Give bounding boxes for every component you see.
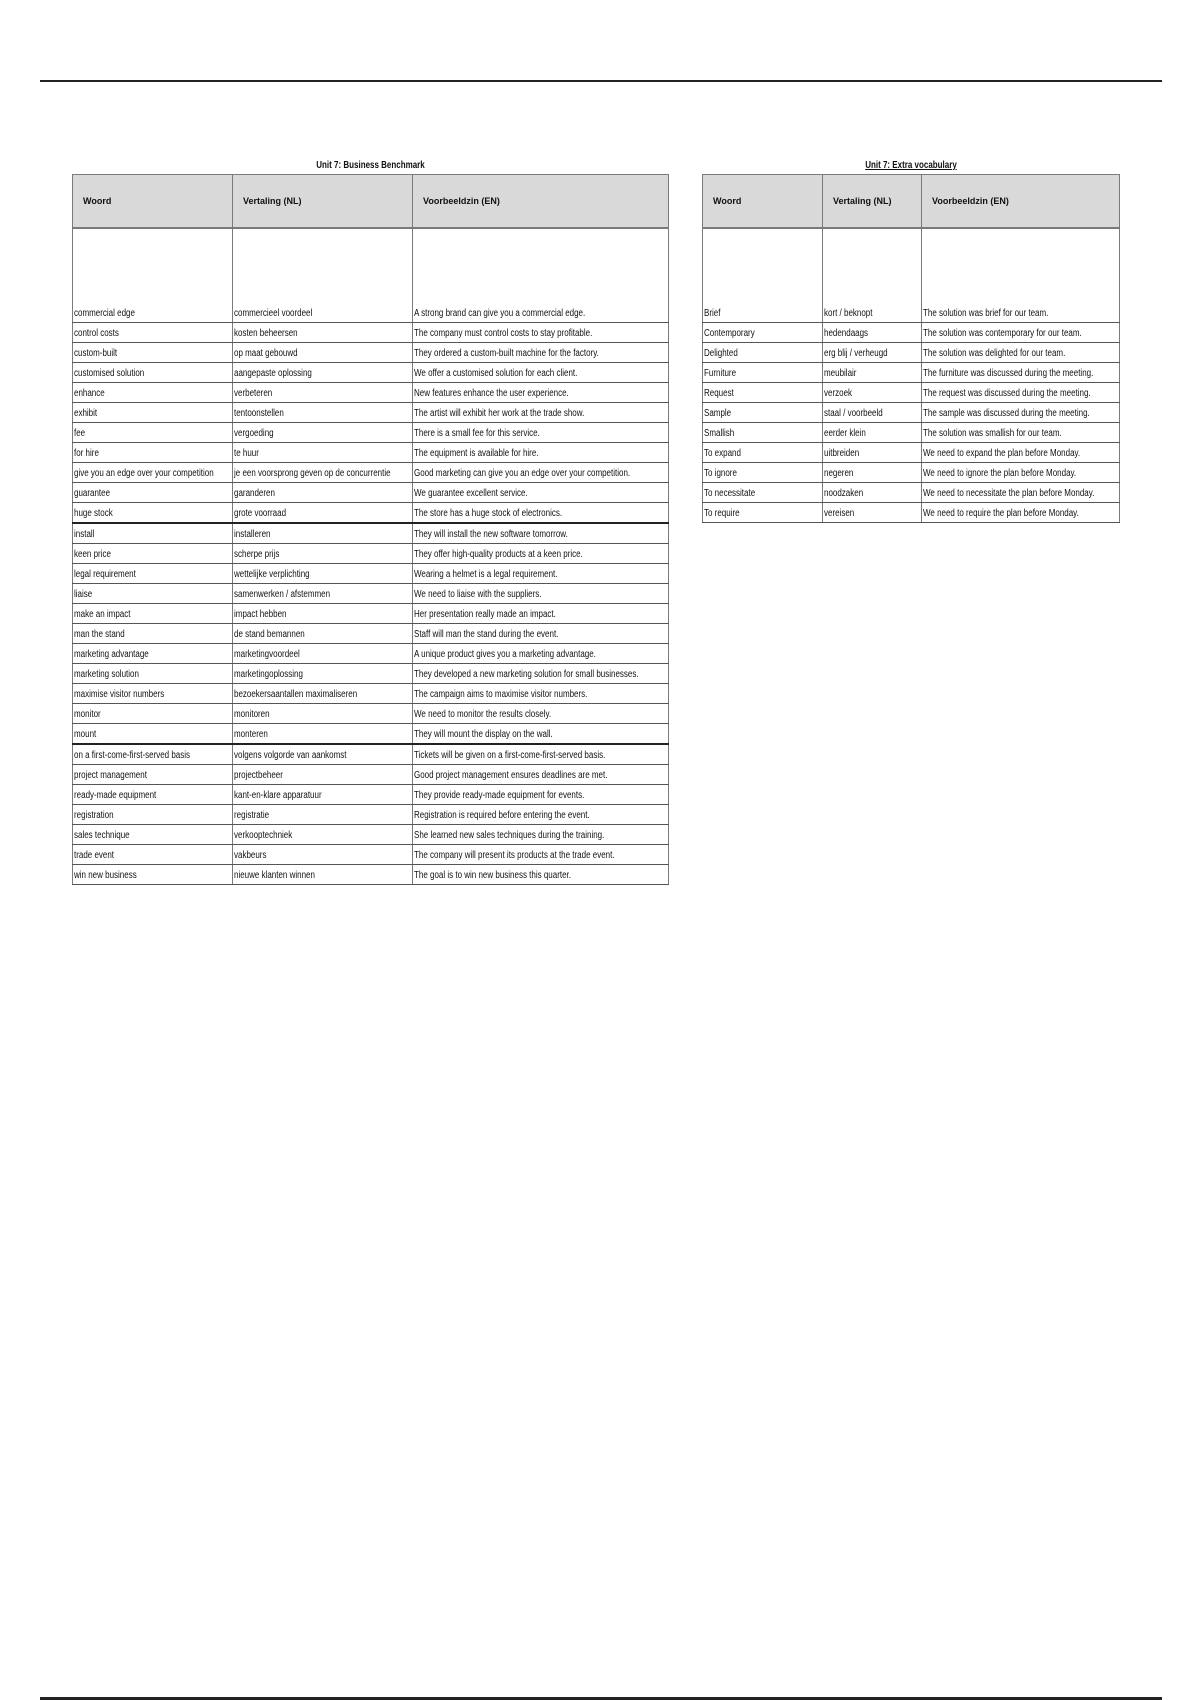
translation-cell: [823, 343, 922, 363]
cell-text: monitoren: [234, 709, 270, 720]
table-row: [703, 343, 1120, 363]
translation-cell: [233, 403, 413, 423]
cell-text: ready-made equipment: [74, 790, 157, 801]
cell-text: She learned new sales techniques during the training.: [414, 830, 605, 841]
translation-cell: [823, 443, 922, 463]
cell-text: The solution was delighted for our team.: [923, 348, 1066, 359]
table-row: [73, 323, 669, 343]
cell-text: win new business: [74, 870, 137, 881]
cell-text: They offer high-quality products at a keen price.: [414, 549, 583, 560]
cell-text: We need to necessitate the plan before Monday.: [923, 488, 1095, 499]
cell-text: To expand: [704, 448, 741, 459]
cell-text: te huur: [234, 448, 259, 459]
word-cell: [73, 544, 233, 564]
cell-text: for hire: [74, 448, 99, 459]
cell-text: There is a small fee for this service.: [414, 428, 540, 439]
translation-cell: [233, 664, 413, 684]
cell-text: kant-en-klare apparatuur: [234, 790, 322, 801]
word-cell: [73, 724, 233, 745]
example-cell: [413, 604, 669, 624]
example-cell: [413, 765, 669, 785]
example-cell: [922, 483, 1120, 503]
cell-text: We guarantee excellent service.: [414, 488, 528, 499]
example-cell: [922, 323, 1120, 343]
example-cell: [413, 503, 669, 524]
cell-text: To ignore: [704, 468, 737, 479]
cell-text: The solution was smallish for our team.: [923, 428, 1062, 439]
cell-text: They ordered a custom-built machine for the factory.: [414, 348, 599, 359]
cell-text: We offer a customised solution for each client.: [414, 368, 578, 379]
cell-text: Contemporary: [704, 328, 755, 339]
table-row: [73, 463, 669, 483]
translation-cell: [233, 503, 413, 524]
word-cell: [73, 443, 233, 463]
translation-cell: [233, 624, 413, 644]
vocabulary-table: [72, 174, 669, 885]
column-header-translation: Vertaling (NL): [233, 175, 413, 229]
word-cell: [703, 363, 823, 383]
translation-cell: [233, 805, 413, 825]
word-cell: [73, 765, 233, 785]
translation-cell: [823, 323, 922, 343]
word-cell: [73, 483, 233, 503]
cell-text: marketing solution: [74, 669, 139, 680]
table-row: [73, 363, 669, 383]
cell-text: enhance: [74, 388, 105, 399]
translation-cell: [233, 523, 413, 544]
cell-text: grote voorraad: [234, 508, 287, 519]
cell-text: To necessitate: [704, 488, 756, 499]
translation-cell: [233, 343, 413, 363]
cell-text: Tickets will be given on a first-come-first-served basis.: [414, 750, 606, 761]
word-cell: [73, 704, 233, 724]
table-row: [703, 363, 1120, 383]
example-cell: [413, 865, 669, 885]
cell-text: install: [74, 529, 95, 540]
cell-text: nieuwe klanten winnen: [234, 870, 315, 881]
cell-text: give you an edge over your competition: [74, 468, 214, 479]
translation-cell: [233, 644, 413, 664]
word-cell: [73, 825, 233, 845]
column-header-word: Woord: [73, 175, 233, 229]
word-cell: [73, 604, 233, 624]
cell-text: op maat gebouwd: [234, 348, 298, 359]
cell-text: impact hebben: [234, 609, 287, 620]
table-row: [73, 303, 669, 323]
cell-text: marketingvoordeel: [234, 649, 300, 660]
cell-text: They provide ready-made equipment for events.: [414, 790, 585, 801]
translation-cell: [823, 383, 922, 403]
table-row: [703, 463, 1120, 483]
table-row: [73, 704, 669, 724]
word-cell: [703, 443, 823, 463]
word-cell: [73, 785, 233, 805]
translation-cell: [823, 363, 922, 383]
word-cell: [73, 463, 233, 483]
word-cell: [703, 503, 823, 523]
cell-text: The request was discussed during the meeting.: [923, 388, 1091, 399]
translation-cell: [233, 323, 413, 343]
word-cell: [703, 303, 823, 323]
word-cell: [703, 423, 823, 443]
table-row: [73, 845, 669, 865]
translation-cell: [233, 785, 413, 805]
example-cell: [413, 564, 669, 584]
cell-text: keen price: [74, 549, 111, 560]
cell-text: Brief: [704, 308, 721, 319]
example-cell: [413, 704, 669, 724]
cell-text: man the stand: [74, 629, 125, 640]
word-cell: [73, 383, 233, 403]
cell-text: commercieel voordeel: [234, 308, 313, 319]
cell-text: Delighted: [704, 348, 738, 359]
cell-text: projectbeheer: [234, 770, 283, 781]
table-row: [73, 604, 669, 624]
cell-text: The goal is to win new business this quarter.: [414, 870, 571, 881]
example-cell: [413, 523, 669, 544]
cell-text: A strong brand can give you a commercial edge.: [414, 308, 586, 319]
word-cell: [703, 343, 823, 363]
cell-text: monteren: [234, 729, 268, 740]
cell-text: The solution was contemporary for our team.: [923, 328, 1082, 339]
translation-cell: [233, 825, 413, 845]
example-cell: [413, 544, 669, 564]
cell-text: Request: [704, 388, 734, 399]
cell-text: noodzaken: [824, 488, 864, 499]
table-row: [73, 383, 669, 403]
translation-cell: [233, 423, 413, 443]
example-cell: [413, 664, 669, 684]
cell-text: huge stock: [74, 508, 113, 519]
example-cell: [413, 403, 669, 423]
cell-text: maximise visitor numbers: [74, 689, 165, 700]
example-cell: [922, 503, 1120, 523]
cell-text: erg blij / verheugd: [824, 348, 888, 359]
extra-vocabulary-block: [702, 158, 1120, 523]
translation-cell: [823, 303, 922, 323]
cell-text: We need to expand the plan before Monday.: [923, 448, 1081, 459]
word-cell: [703, 323, 823, 343]
table-row: [73, 343, 669, 363]
translation-cell: [233, 584, 413, 604]
word-cell: [73, 323, 233, 343]
word-cell: [73, 805, 233, 825]
example-cell: [413, 624, 669, 644]
spacer-row: [73, 228, 669, 303]
translation-cell: [233, 443, 413, 463]
table-row: [703, 383, 1120, 403]
cell-text: eerder klein: [824, 428, 866, 439]
cell-text: The company will present its products at the trade event.: [414, 850, 615, 861]
cell-text: aangepaste oplossing: [234, 368, 312, 379]
cell-text: fee: [74, 428, 86, 439]
translation-cell: [823, 423, 922, 443]
cell-text: The sample was discussed during the meeting.: [923, 408, 1090, 419]
translation-cell: [823, 503, 922, 523]
table-row: [73, 544, 669, 564]
word-cell: [703, 483, 823, 503]
cell-text: control costs: [74, 328, 119, 339]
cell-text: je een voorsprong geven op de concurrentie: [234, 468, 391, 479]
word-cell: [73, 303, 233, 323]
example-cell: [922, 383, 1120, 403]
word-cell: [703, 463, 823, 483]
cell-text: garanderen: [234, 488, 275, 499]
example-cell: [413, 785, 669, 805]
example-cell: [922, 343, 1120, 363]
word-cell: [73, 423, 233, 443]
translation-cell: [823, 403, 922, 423]
cell-text: Her presentation really made an impact.: [414, 609, 556, 620]
example-cell: [413, 423, 669, 443]
cell-text: The artist will exhibit her work at the trade show.: [414, 408, 585, 419]
example-cell: [413, 805, 669, 825]
cell-text: The company must control costs to stay profitable.: [414, 328, 593, 339]
table-row: [73, 503, 669, 524]
cell-text: de stand bemannen: [234, 629, 305, 640]
example-cell: [413, 303, 669, 323]
cell-text: Sample: [704, 408, 732, 419]
example-cell: [413, 744, 669, 765]
cell-text: To require: [704, 508, 740, 519]
cell-text: commercial edge: [74, 308, 135, 319]
column-header-translation: Vertaling (NL): [823, 175, 922, 229]
cell-text: Good marketing can give you an edge over your competition.: [414, 468, 631, 479]
table-row: [73, 423, 669, 443]
example-cell: [413, 323, 669, 343]
table-row: [703, 323, 1120, 343]
cell-text: vereisen: [824, 508, 855, 519]
cell-text: trade event: [74, 850, 115, 861]
table-row: [73, 865, 669, 885]
example-cell: [413, 825, 669, 845]
cell-text: Good project management ensures deadlines are met.: [414, 770, 608, 781]
word-cell: [73, 403, 233, 423]
table-row: [73, 403, 669, 423]
word-cell: [703, 383, 823, 403]
example-cell: [413, 483, 669, 503]
table-row: [73, 744, 669, 765]
column-header-example: Voorbeeldzin (EN): [922, 175, 1120, 229]
cell-text: verzoek: [824, 388, 853, 399]
translation-cell: [233, 684, 413, 704]
translation-cell: [823, 483, 922, 503]
translation-cell: [233, 463, 413, 483]
vocabulary-table: [702, 174, 1120, 523]
translation-cell: [233, 724, 413, 745]
cell-text: make an impact: [74, 609, 131, 620]
cell-text: registration: [74, 810, 114, 821]
cell-text: sales technique: [74, 830, 130, 841]
cell-text: They developed a new marketing solution for small businesses.: [414, 669, 639, 680]
example-cell: [413, 383, 669, 403]
cell-text: kosten beheersen: [234, 328, 298, 339]
cell-text: We need to require the plan before Monday.: [923, 508, 1079, 519]
table-row: [73, 624, 669, 644]
translation-cell: [233, 383, 413, 403]
cell-text: legal requirement: [74, 569, 136, 580]
example-cell: [922, 443, 1120, 463]
table-title: Unit 7: Business Benchmark: [316, 160, 425, 171]
table-row: [73, 825, 669, 845]
example-cell: [413, 343, 669, 363]
cell-text: The store has a huge stock of electronics.: [414, 508, 563, 519]
word-cell: [73, 564, 233, 584]
cell-text: Staff will man the stand during the event.: [414, 629, 559, 640]
word-cell: [73, 644, 233, 664]
table-row: [703, 303, 1120, 323]
cell-text: samenwerken / afstemmen: [234, 589, 331, 600]
example-cell: [413, 584, 669, 604]
cell-text: vergoeding: [234, 428, 274, 439]
table-row: [73, 785, 669, 805]
translation-cell: [233, 564, 413, 584]
example-cell: [922, 403, 1120, 423]
table-row: [73, 564, 669, 584]
cell-text: guarantee: [74, 488, 111, 499]
word-cell: [73, 845, 233, 865]
table-row: [73, 805, 669, 825]
cell-text: scherpe prijs: [234, 549, 280, 560]
table-row: [73, 443, 669, 463]
cell-text: staal / voorbeeld: [824, 408, 883, 419]
table-row: [73, 684, 669, 704]
cell-text: wettelijke verplichting: [234, 569, 310, 580]
table-row: [703, 503, 1120, 523]
cell-text: tentoonstellen: [234, 408, 284, 419]
cell-text: Furniture: [704, 368, 737, 379]
table-row: [703, 403, 1120, 423]
table-row: [73, 664, 669, 684]
example-cell: [922, 363, 1120, 383]
cell-text: installeren: [234, 529, 271, 540]
column-header-example: Voorbeeldzin (EN): [413, 175, 669, 229]
cell-text: We need to monitor the results closely.: [414, 709, 552, 720]
translation-cell: [233, 704, 413, 724]
example-cell: [413, 684, 669, 704]
table-title: Unit 7: Extra vocabulary: [865, 160, 957, 171]
table-row: [703, 443, 1120, 463]
word-cell: [703, 403, 823, 423]
cell-text: verkooptechniek: [234, 830, 293, 841]
example-cell: [413, 443, 669, 463]
cell-text: custom-built: [74, 348, 118, 359]
translation-cell: [823, 463, 922, 483]
table-row: [703, 423, 1120, 443]
example-cell: [922, 463, 1120, 483]
cell-text: marketing advantage: [74, 649, 149, 660]
cell-text: on a first-come-first-served basis: [74, 750, 191, 761]
table-row: [73, 523, 669, 544]
example-cell: [413, 644, 669, 664]
example-cell: [922, 423, 1120, 443]
translation-cell: [233, 363, 413, 383]
cell-text: Registration is required before entering the event.: [414, 810, 590, 821]
cell-text: Wearing a helmet is a legal requirement.: [414, 569, 558, 580]
translation-cell: [233, 544, 413, 564]
column-header-word: Woord: [703, 175, 823, 229]
spacer-row: [703, 228, 1120, 303]
cell-text: uitbreiden: [824, 448, 860, 459]
example-cell: [922, 303, 1120, 323]
header-row: [73, 175, 669, 229]
example-cell: [413, 363, 669, 383]
word-cell: [73, 343, 233, 363]
cell-text: New features enhance the user experience.: [414, 388, 569, 399]
translation-cell: [233, 303, 413, 323]
table-row: [73, 765, 669, 785]
translation-cell: [233, 604, 413, 624]
cell-text: They will install the new software tomorrow.: [414, 529, 568, 540]
cell-text: marketingoplossing: [234, 669, 303, 680]
word-cell: [73, 865, 233, 885]
cell-text: A unique product gives you a marketing advantage.: [414, 649, 596, 660]
cell-text: monitor: [74, 709, 101, 720]
cell-text: bezoekersaantallen maximaliseren: [234, 689, 358, 700]
word-cell: [73, 584, 233, 604]
cell-text: Smallish: [704, 428, 735, 439]
cell-text: kort / beknopt: [824, 308, 873, 319]
table-row: [703, 483, 1120, 503]
header-row: [703, 175, 1120, 229]
cell-text: The furniture was discussed during the meeting.: [923, 368, 1094, 379]
word-cell: [73, 503, 233, 524]
example-cell: [413, 463, 669, 483]
example-cell: [413, 845, 669, 865]
table-row: [73, 483, 669, 503]
translation-cell: [233, 483, 413, 503]
cell-text: meubilair: [824, 368, 857, 379]
cell-text: We need to liaise with the suppliers.: [414, 589, 542, 600]
translation-cell: [233, 865, 413, 885]
cell-text: verbeteren: [234, 388, 273, 399]
translation-cell: [233, 845, 413, 865]
table-row: [73, 584, 669, 604]
cell-text: mount: [74, 729, 97, 740]
word-cell: [73, 664, 233, 684]
table-row: [73, 724, 669, 745]
cell-text: vakbeurs: [234, 850, 267, 861]
word-cell: [73, 684, 233, 704]
cell-text: customised solution: [74, 368, 145, 379]
cell-text: exhibit: [74, 408, 98, 419]
cell-text: project management: [74, 770, 147, 781]
cell-text: We need to ignore the plan before Monday.: [923, 468, 1077, 479]
translation-cell: [233, 765, 413, 785]
word-cell: [73, 363, 233, 383]
word-cell: [73, 744, 233, 765]
cell-text: They will mount the display on the wall.: [414, 729, 553, 740]
top-rule: [40, 80, 1162, 82]
cell-text: volgens volgorde van aankomst: [234, 750, 347, 761]
word-cell: [73, 523, 233, 544]
cell-text: registratie: [234, 810, 270, 821]
cell-text: The solution was brief for our team.: [923, 308, 1049, 319]
translation-cell: [233, 744, 413, 765]
cell-text: The campaign aims to maximise visitor numbers.: [414, 689, 588, 700]
word-cell: [73, 624, 233, 644]
cell-text: liaise: [74, 589, 93, 600]
cell-text: negeren: [824, 468, 854, 479]
example-cell: [413, 724, 669, 745]
table-row: [73, 644, 669, 664]
cell-text: The equipment is available for hire.: [414, 448, 539, 459]
business-benchmark-block: [72, 158, 669, 885]
cell-text: hedendaags: [824, 328, 869, 339]
